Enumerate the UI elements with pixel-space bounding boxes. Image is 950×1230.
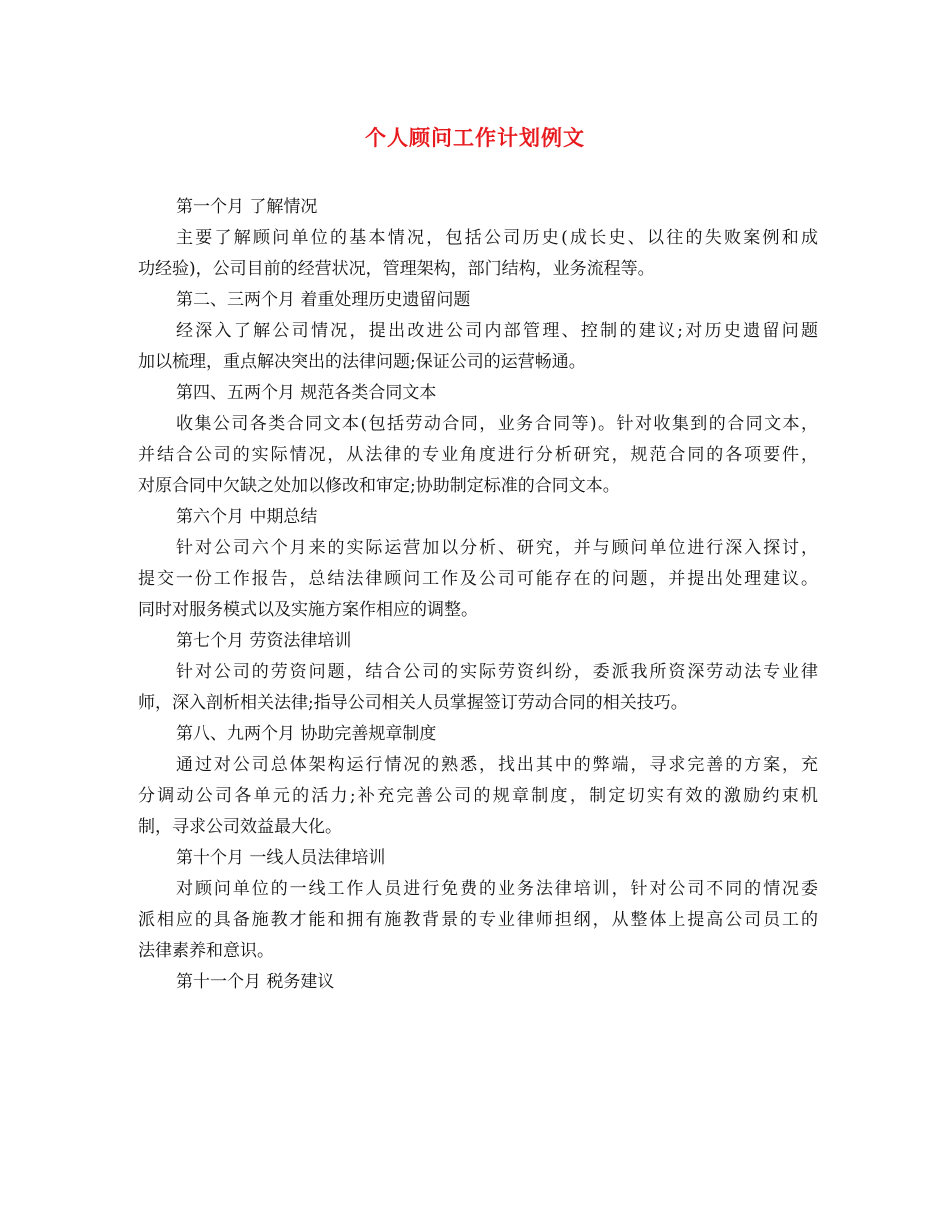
paragraph-line: 针对公司的劳资问题，结合公司的实际劳资纠纷，委派我所资深劳动法专业律 (176, 662, 818, 682)
paragraph-line: 并结合公司的实际情况，从法律的专业角度进行分析研究，规范合同的各项要件， (138, 445, 818, 465)
paragraph-line: 分调动公司各单元的活力;补充完善公司的规章制度，制定切实有效的激励约束机 (138, 786, 818, 806)
section-heading: 第二、三两个月 着重处理历史遗留问题 (176, 290, 471, 310)
page-title: 个人顾问工作计划例文 (365, 125, 585, 150)
paragraph-line: 通过对公司总体架构运行情况的熟悉，找出其中的弊端，寻求完善的方案，充 (176, 755, 818, 775)
paragraph-line: 提交一份工作报告，总结法律顾问工作及公司可能存在的问题，并提出处理建议。 (138, 569, 818, 589)
section-heading: 第四、五两个月 规范各类合同文本 (176, 383, 437, 403)
paragraph-line: 法律素养和意识。 (138, 941, 274, 961)
paragraph-line: 经深入了解公司情况，提出改进公司内部管理、控制的建议;对历史遗留问题 (176, 321, 818, 341)
paragraph-line: 师，深入剖析相关法律;指导公司相关人员掌握签订劳动合同的相关技巧。 (138, 693, 688, 713)
section-heading: 第十个月 一线人员法律培训 (176, 848, 386, 868)
section-heading: 第八、九两个月 协助完善规章制度 (176, 724, 437, 744)
section-heading: 第十一个月 税务建议 (176, 972, 335, 992)
paragraph-line: 主要了解顾问单位的基本情况，包括公司历史(成长史、以往的失败案例和成 (176, 228, 818, 248)
paragraph-line: 功经验)，公司目前的经营状况，管理架构，部门结构，业务流程等。 (138, 259, 655, 279)
section-heading: 第七个月 劳资法律培训 (176, 631, 352, 651)
section-heading: 第一个月 了解情况 (176, 197, 318, 217)
paragraph-line: 对原合同中欠缺之处加以修改和审定;协助制定标准的合同文本。 (138, 476, 620, 496)
paragraph-line: 针对公司六个月来的实际运营加以分析、研究，并与顾问单位进行深入探讨， (176, 538, 818, 558)
paragraph-line: 同时对服务模式以及实施方案作相应的调整。 (138, 600, 478, 620)
paragraph-line: 派相应的具备施教才能和拥有施教背景的专业律师担纲，从整体上提高公司员工的 (138, 910, 818, 930)
paragraph-line: 对顾问单位的一线工作人员进行免费的业务法律培训，针对公司不同的情况委 (176, 879, 818, 899)
paragraph-line: 加以梳理，重点解决突出的法律问题;保证公司的运营畅通。 (138, 352, 586, 372)
paragraph-line: 收集公司各类合同文本(包括劳动合同，业务合同等)。针对收集到的合同文本， (176, 414, 818, 434)
paragraph-line: 制，寻求公司效益最大化。 (138, 817, 342, 837)
document-body (138, 192, 818, 998)
section-heading: 第六个月 中期总结 (176, 507, 318, 527)
